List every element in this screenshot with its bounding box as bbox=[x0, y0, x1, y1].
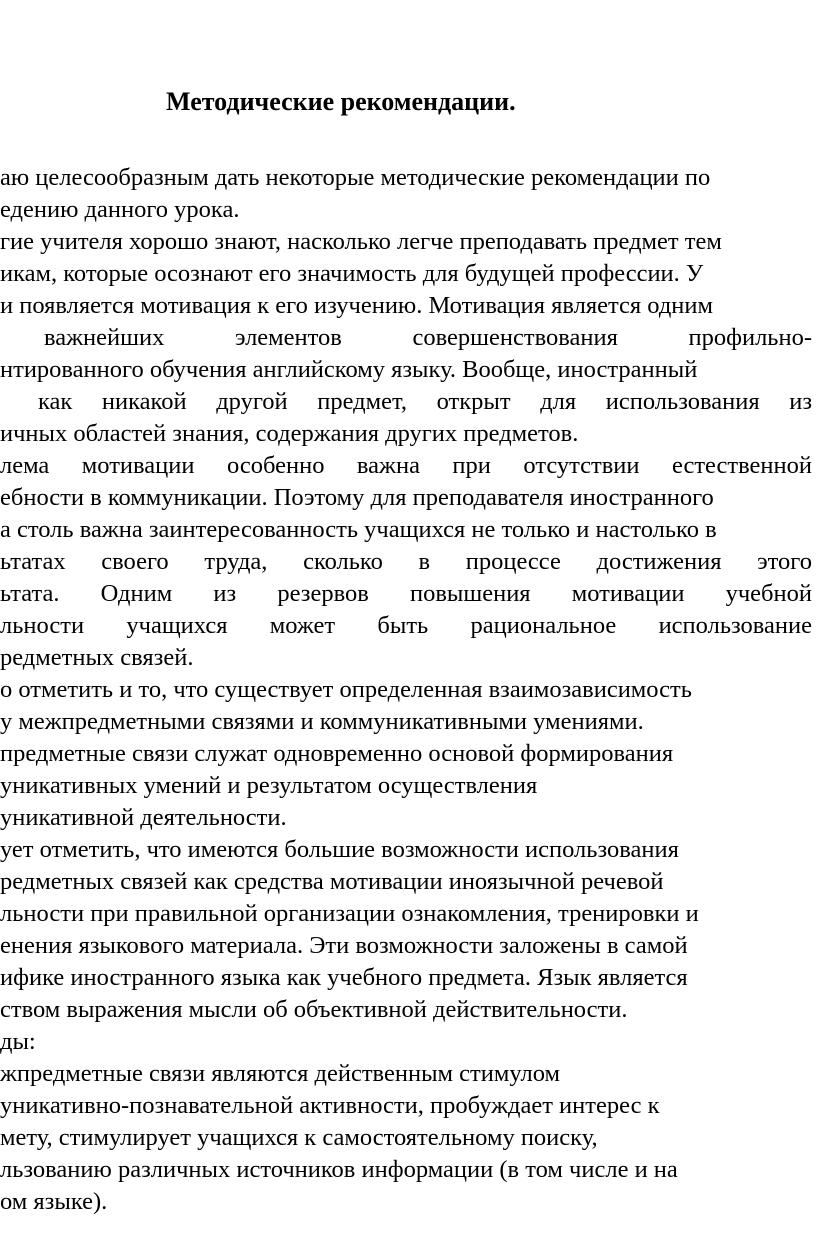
text-line-20: уникативных умений и результатом осуществления bbox=[0, 772, 538, 799]
text-line-8: как никакой другой предмет, открыт для использования из bbox=[38, 388, 812, 415]
text-line-5: и появляется мотивация к его изучению. Мотивация является одним bbox=[0, 292, 714, 319]
text-line-2: едению данного урока. bbox=[0, 196, 240, 223]
text-line-18: у межпредметными связями и коммуникативными умениями. bbox=[0, 708, 644, 735]
text-line-1: аю целесообразным дать некоторые методические рекомендации по bbox=[0, 164, 711, 191]
text-line-14: ьтата. Одним из резервов повышения мотивации учебной bbox=[0, 580, 812, 607]
text-line-17: о отметить и то, что существует определенная взаимозависимость bbox=[0, 676, 692, 703]
text-line-31: мету, стимулирует учащихся к самостоятельному поиску, bbox=[0, 1124, 598, 1151]
text-line-9: ичных областей знания, содержания других предметов. bbox=[0, 420, 579, 447]
text-line-32: льзованию различных источников информации (в том числе и на bbox=[0, 1156, 678, 1183]
text-line-27: ством выражения мысли об объективной действительности. bbox=[0, 996, 628, 1023]
text-line-29: жпредметные связи являются действенным стимулом bbox=[0, 1060, 561, 1087]
text-line-19: предметные связи служат одновременно основой формирования bbox=[0, 740, 674, 767]
text-line-16: редметных связей. bbox=[0, 644, 194, 671]
text-line-23: редметных связей как средства мотивации иноязычной речевой bbox=[0, 868, 664, 895]
text-line-12: а столь важна заинтересованность учащихся не только и настолько в bbox=[0, 516, 717, 543]
text-line-4: икам, которые осознают его значимость для будущей профессии. У bbox=[0, 260, 704, 287]
text-line-6: важнейших элементов совершенствования профильно- bbox=[44, 324, 812, 351]
text-line-13: ьтатах своего труда, сколько в процессе достижения этого bbox=[0, 548, 812, 575]
text-line-24: льности при правильной организации ознакомления, тренировки и bbox=[0, 900, 699, 927]
text-line-11: ебности в коммуникации. Поэтому для преподавателя иностранного bbox=[0, 484, 714, 511]
text-line-30: уникативно-познавательной активности, пробуждает интерес к bbox=[0, 1092, 660, 1119]
text-line-25: енения языкового материала. Эти возможности заложены в самой bbox=[0, 932, 688, 959]
text-line-28: ды: bbox=[0, 1028, 36, 1055]
text-line-15: льности учащихся может быть рациональное использование bbox=[0, 612, 812, 639]
page-title: Методические рекомендации. bbox=[166, 87, 516, 116]
text-line-10: лема мотивации особенно важна при отсутствии естественной bbox=[0, 452, 812, 479]
text-line-21: уникативной деятельности. bbox=[0, 804, 287, 831]
text-line-26: ифике иностранного языка как учебного предмета. Язык является bbox=[0, 964, 688, 991]
text-line-3: гие учителя хорошо знают, насколько легче преподавать предмет тем bbox=[0, 228, 722, 255]
text-line-33: ом языке). bbox=[0, 1188, 108, 1215]
text-line-7: нтированного обучения английскому языку. Вообще, иностранный bbox=[0, 356, 698, 383]
text-line-22: ует отметить, что имеются большие возможности использования bbox=[0, 836, 679, 863]
